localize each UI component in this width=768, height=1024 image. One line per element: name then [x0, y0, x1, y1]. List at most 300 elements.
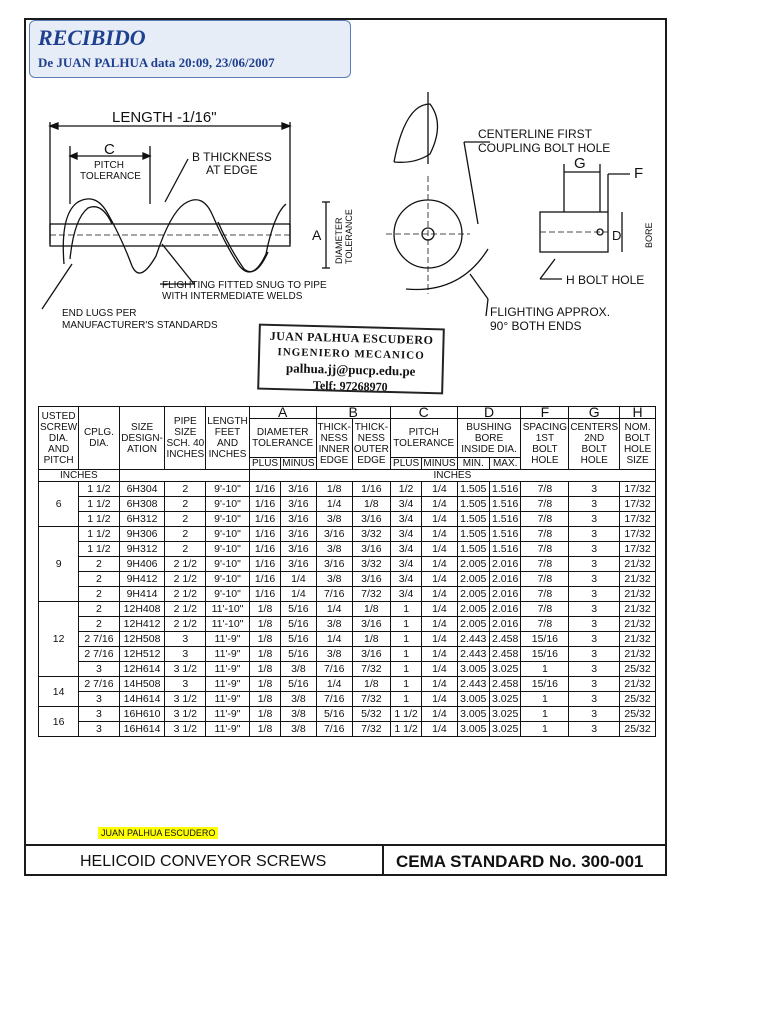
table-cell: 25/32	[620, 662, 656, 677]
table-cell: 3/8	[316, 647, 352, 662]
table-cell: 6H312	[119, 512, 165, 527]
units-inches-right: INCHES	[249, 470, 655, 482]
table-cell: 12H408	[119, 602, 165, 617]
table-cell: 14H508	[119, 677, 165, 692]
table-cell: 17/32	[620, 497, 656, 512]
table-cell: 3/8	[281, 662, 316, 677]
table-cell: 1 1/2	[79, 542, 119, 557]
table-cell: 1	[390, 647, 422, 662]
table-cell: 3/8	[281, 692, 316, 707]
table-cell: 3	[79, 707, 119, 722]
table-cell: 7/8	[521, 482, 569, 497]
table-cell: 1/4	[316, 677, 352, 692]
table-cell: 7/32	[352, 662, 390, 677]
table-cell: 12H508	[119, 632, 165, 647]
g-label: G	[574, 155, 586, 172]
table-row	[39, 632, 656, 647]
table-cell: 1 1/2	[390, 707, 422, 722]
table-cell: 7/16	[316, 662, 352, 677]
table-cell: 25/32	[620, 692, 656, 707]
table-cell: 7/8	[521, 617, 569, 632]
table-cell: 15/16	[521, 632, 569, 647]
table-cell: 2 7/16	[79, 677, 119, 692]
table-row	[39, 647, 656, 662]
table-cell: 15/16	[521, 677, 569, 692]
table-cell: 7/8	[521, 512, 569, 527]
table-cell: 5/16	[281, 632, 316, 647]
table-cell: 16H614	[119, 722, 165, 737]
table-cell: 21/32	[620, 632, 656, 647]
table-cell: 12H512	[119, 647, 165, 662]
table-cell: 1/4	[422, 497, 457, 512]
col-cplg: CPLG. DIA.	[79, 407, 119, 470]
table-cell: 1	[521, 722, 569, 737]
end-lugs-label-2: MANUFACTURER'S STANDARDS	[62, 320, 218, 331]
table-cell: 3	[569, 557, 620, 572]
table-cell: 9'-10"	[206, 527, 250, 542]
table-cell: 11'-10"	[206, 617, 250, 632]
col-nom-bolt: NOM. BOLT HOLE SIZE	[620, 419, 656, 470]
table-cell: 1/4	[316, 602, 352, 617]
table-cell: 2.016	[489, 557, 521, 572]
table-cell: 2.443	[457, 632, 489, 647]
h-bolt-hole-label: H BOLT HOLE	[566, 273, 645, 287]
table-row	[39, 692, 656, 707]
table-cell: 5/16	[316, 707, 352, 722]
table-cell: 1/8	[249, 602, 281, 617]
table-cell: 1	[390, 677, 422, 692]
table-cell: 2	[79, 572, 119, 587]
diameter-tolerance-label-1: DIAMETER	[334, 217, 344, 264]
table-cell: 3 1/2	[165, 722, 206, 737]
table-cell: 1/16	[249, 512, 281, 527]
table-row	[39, 602, 656, 617]
col-letter-b: B	[316, 407, 390, 419]
table-cell: 1/4	[422, 587, 457, 602]
table-cell: 3	[569, 677, 620, 692]
table-cell: 3 1/2	[165, 692, 206, 707]
table-cell: 1/8	[352, 602, 390, 617]
table-cell: 2.016	[489, 587, 521, 602]
table-cell: 1/8	[352, 497, 390, 512]
table-cell: 1/4	[422, 677, 457, 692]
engineer-phone: Telf: 97268970	[312, 378, 388, 394]
footer-title-block	[24, 844, 667, 876]
highlighted-name: JUAN PALHUA ESCUDERO	[98, 827, 218, 839]
table-cell: 1/4	[422, 722, 457, 737]
table-cell: 11'-9"	[206, 632, 250, 647]
table-cell: 25/32	[620, 707, 656, 722]
table-cell: 9H412	[119, 572, 165, 587]
centerline-label-2: COUPLING BOLT HOLE	[478, 141, 611, 155]
table-cell: 2 1/2	[165, 602, 206, 617]
table-cell: 1/4	[422, 542, 457, 557]
col-plus: PLUS	[249, 458, 281, 470]
table-cell: 1/4	[422, 662, 457, 677]
end-lugs-label-1: END LUGS PER	[62, 308, 137, 319]
table-cell: 3/8	[281, 722, 316, 737]
table-cell: 1.505	[457, 512, 489, 527]
col-diam-tol: DIAMETER TOLERANCE	[249, 419, 316, 458]
table-cell: 1/4	[281, 572, 316, 587]
table-cell: 7/8	[521, 587, 569, 602]
table-cell: 16H610	[119, 707, 165, 722]
table-cell: 3/16	[281, 542, 316, 557]
table-row	[39, 587, 656, 602]
col-size: SIZE DESIGN-ATION	[119, 407, 165, 470]
table-cell: 3/32	[352, 527, 390, 542]
table-cell: 9'-10"	[206, 497, 250, 512]
document-title: HELICOID CONVEYOR SCREWS	[80, 853, 327, 870]
table-cell: 1.516	[489, 527, 521, 542]
table-cell: 2.005	[457, 572, 489, 587]
col-centers: CENTERS 2ND BOLT HOLE	[569, 419, 620, 470]
col-bushing: BUSHING BORE INSIDE DIA.	[457, 419, 521, 458]
table-cell: 3.005	[457, 722, 489, 737]
table-cell: 21/32	[620, 617, 656, 632]
bore-label: BORE	[644, 222, 654, 248]
table-cell: 1/8	[249, 677, 281, 692]
table-cell: 3	[569, 602, 620, 617]
diameter-tolerance-label-2: TOLERANCE	[344, 209, 354, 264]
table-cell: 3.025	[489, 662, 521, 677]
table-cell: 3	[569, 707, 620, 722]
units-inches-left: INCHES	[39, 470, 120, 482]
specification-table	[38, 406, 656, 737]
table-cell: 21/32	[620, 677, 656, 692]
table-cell: 7/32	[352, 587, 390, 602]
a-label: A	[312, 227, 322, 243]
table-cell: 3/4	[390, 572, 422, 587]
table-cell: 3 1/2	[165, 662, 206, 677]
table-cell: 2	[79, 617, 119, 632]
table-cell: 2	[165, 482, 206, 497]
table-cell: 3	[569, 617, 620, 632]
table-cell: 2.005	[457, 557, 489, 572]
table-cell: 3/8	[316, 617, 352, 632]
table-cell: 3 1/2	[165, 707, 206, 722]
table-cell: 1/8	[352, 632, 390, 647]
table-cell: 7/8	[521, 572, 569, 587]
table-cell: 21/32	[620, 557, 656, 572]
engineer-name: JUAN PALHUA ESCUDERO	[269, 328, 434, 348]
table-cell: 3	[569, 632, 620, 647]
table-cell: 2	[165, 497, 206, 512]
table-row	[39, 677, 656, 692]
table-cell: 3.005	[457, 662, 489, 677]
table-cell: 11'-10"	[206, 602, 250, 617]
engineer-title: INGENIERO MECANICO	[277, 346, 425, 362]
table-cell: 3.005	[457, 692, 489, 707]
table-cell: 21/32	[620, 647, 656, 662]
b-thickness-label-2: AT EDGE	[206, 163, 258, 177]
table-cell: 3	[569, 482, 620, 497]
table-cell: 7/8	[521, 497, 569, 512]
table-cell: 1 1/2	[79, 482, 119, 497]
table-cell: 1/16	[249, 482, 281, 497]
table-cell: 3/8	[316, 512, 352, 527]
table-cell: 1/4	[422, 617, 457, 632]
table-cell: 3/8	[281, 707, 316, 722]
table-cell: 9H312	[119, 542, 165, 557]
col-length: LENGTH FEET AND INCHES	[206, 407, 250, 470]
table-cell: 1	[390, 602, 422, 617]
table-cell: 1/4	[422, 632, 457, 647]
table-cell: 5/16	[281, 602, 316, 617]
table-cell: 7/32	[352, 722, 390, 737]
table-cell: 7/16	[316, 722, 352, 737]
table-cell: 1.505	[457, 497, 489, 512]
table-cell: 9'-10"	[206, 557, 250, 572]
table-cell: 3/4	[390, 542, 422, 557]
pitch-tolerance-label-2: TOLERANCE	[80, 171, 141, 182]
table-row	[39, 542, 656, 557]
table-cell: 1/4	[281, 587, 316, 602]
received-title: RECIBIDO	[38, 25, 146, 50]
table-cell: 3	[79, 722, 119, 737]
centerline-label-1: CENTERLINE FIRST	[478, 127, 593, 141]
table-cell: 1/16	[352, 482, 390, 497]
c-label: C	[104, 141, 115, 158]
table-cell: 9H306	[119, 527, 165, 542]
table-cell: 7/8	[521, 542, 569, 557]
table-cell: 1.505	[457, 542, 489, 557]
table-cell: 1	[390, 617, 422, 632]
table-cell: 1/4	[422, 707, 457, 722]
col-letter-f: F	[521, 407, 569, 419]
table-cell: 1 1/2	[79, 512, 119, 527]
table-cell: 7/16	[316, 587, 352, 602]
table-cell: 3	[569, 497, 620, 512]
table-cell: 21/32	[620, 602, 656, 617]
table-cell: 25/32	[620, 722, 656, 737]
table-cell: 3/4	[390, 512, 422, 527]
table-cell: 1/4	[422, 482, 457, 497]
table-cell: 1/4	[422, 602, 457, 617]
table-cell: 1/8	[249, 647, 281, 662]
table-cell: 3	[165, 632, 206, 647]
table-cell: 3	[79, 692, 119, 707]
table-cell: 15/16	[521, 647, 569, 662]
table-cell: 1/8	[249, 662, 281, 677]
table-cell: 3/16	[352, 647, 390, 662]
screw-dia-cell: 16	[39, 707, 79, 737]
table-cell: 3/16	[352, 617, 390, 632]
col-letter-a: A	[249, 407, 316, 419]
table-row	[39, 482, 656, 497]
table-row	[39, 527, 656, 542]
table-cell: 1/16	[249, 542, 281, 557]
table-cell: 1/4	[422, 512, 457, 527]
table-cell: 1/8	[249, 632, 281, 647]
table-cell: 2.443	[457, 677, 489, 692]
table-cell: 3/16	[316, 527, 352, 542]
col-plus: PLUS	[390, 458, 422, 470]
table-cell: 3.025	[489, 722, 521, 737]
col-min: MIN.	[457, 458, 489, 470]
table-cell: 2	[79, 557, 119, 572]
table-cell: 3/16	[281, 527, 316, 542]
screw-dia-cell: 14	[39, 677, 79, 707]
table-cell: 1 1/2	[79, 527, 119, 542]
table-cell: 2.458	[489, 647, 521, 662]
table-cell: 2 7/16	[79, 647, 119, 662]
table-cell: 3/16	[352, 512, 390, 527]
table-cell: 1/4	[422, 572, 457, 587]
table-cell: 17/32	[620, 512, 656, 527]
table-cell: 5/16	[281, 617, 316, 632]
table-cell: 2 1/2	[165, 587, 206, 602]
table-cell: 2.005	[457, 617, 489, 632]
table-cell: 9'-10"	[206, 542, 250, 557]
table-cell: 7/8	[521, 527, 569, 542]
table-cell: 3.005	[457, 707, 489, 722]
table-cell: 2 1/2	[165, 572, 206, 587]
table-cell: 3/4	[390, 527, 422, 542]
table-cell: 11'-9"	[206, 677, 250, 692]
table-cell: 1.516	[489, 482, 521, 497]
table-cell: 1.516	[489, 542, 521, 557]
table-cell: 3/16	[352, 572, 390, 587]
table-cell: 5/16	[281, 647, 316, 662]
table-cell: 1/8	[352, 677, 390, 692]
table-cell: 3/4	[390, 557, 422, 572]
table-cell: 1	[390, 692, 422, 707]
received-stamp	[29, 20, 351, 78]
length-label: LENGTH -1/16"	[112, 109, 217, 126]
table-cell: 3/16	[316, 557, 352, 572]
table-cell: 1/16	[249, 527, 281, 542]
table-row	[39, 722, 656, 737]
table-cell: 11'-9"	[206, 707, 250, 722]
col-letter-g: G	[569, 407, 620, 419]
table-cell: 1	[521, 692, 569, 707]
table-cell: 2 1/2	[165, 557, 206, 572]
table-cell: 1	[390, 662, 422, 677]
table-cell: 5/16	[281, 677, 316, 692]
table-cell: 1/2	[390, 482, 422, 497]
standard-number: CEMA STANDARD No. 300-001	[396, 852, 644, 871]
table-cell: 1/16	[249, 497, 281, 512]
table-cell: 14H614	[119, 692, 165, 707]
table-cell: 1/16	[249, 587, 281, 602]
table-row	[39, 497, 656, 512]
table-cell: 9'-10"	[206, 572, 250, 587]
table-row	[39, 617, 656, 632]
table-cell: 1/4	[422, 692, 457, 707]
units-blank	[119, 470, 249, 482]
table-cell: 11'-9"	[206, 722, 250, 737]
table-cell: 1/16	[249, 557, 281, 572]
table-cell: 9'-10"	[206, 587, 250, 602]
flighting-fitted-label-1: FLIGHTING FITTED SNUG TO PIPE	[162, 280, 327, 291]
table-cell: 2 1/2	[165, 617, 206, 632]
table-cell: 7/32	[352, 692, 390, 707]
table-cell: 3	[569, 527, 620, 542]
table-cell: 5/32	[352, 707, 390, 722]
flighting-approx-label-2: 90° BOTH ENDS	[490, 319, 582, 333]
table-cell: 1/8	[249, 692, 281, 707]
table-cell: 7/8	[521, 602, 569, 617]
footer-divider	[382, 846, 384, 876]
table-cell: 1.516	[489, 512, 521, 527]
col-letter-d: D	[457, 407, 521, 419]
table-cell: 2 7/16	[79, 632, 119, 647]
table-cell: 2.443	[457, 647, 489, 662]
table-cell: 1 1/2	[390, 722, 422, 737]
table-cell: 1/4	[316, 632, 352, 647]
table-body	[39, 482, 656, 737]
table-cell: 2	[79, 587, 119, 602]
table-cell: 17/32	[620, 542, 656, 557]
col-screw: USTED SCREW DIA. AND PITCH	[39, 407, 79, 470]
table-cell: 1 1/2	[79, 497, 119, 512]
table-cell: 17/32	[620, 482, 656, 497]
table-cell: 3.025	[489, 692, 521, 707]
table-cell: 1/4	[422, 527, 457, 542]
table-cell: 1/8	[316, 482, 352, 497]
table-cell: 2.458	[489, 677, 521, 692]
col-letter-h: H	[620, 407, 656, 419]
table-cell: 3	[569, 512, 620, 527]
table-cell: 21/32	[620, 572, 656, 587]
f-label: F	[634, 165, 644, 182]
table-cell: 2.016	[489, 572, 521, 587]
table-cell: 3	[165, 677, 206, 692]
engineer-email: palhua.jj@pucp.edu.pe	[285, 360, 416, 379]
col-max: MAX.	[489, 458, 521, 470]
table-cell: 1/8	[249, 707, 281, 722]
table-cell: 9'-10"	[206, 512, 250, 527]
table-cell: 3/4	[390, 497, 422, 512]
table-cell: 3	[569, 722, 620, 737]
flighting-fitted-label-2: WITH INTERMEDIATE WELDS	[162, 291, 303, 302]
flighting-approx-label-1: FLIGHTING APPROX.	[490, 305, 611, 319]
table-cell: 9'-10"	[206, 482, 250, 497]
table-row	[39, 512, 656, 527]
table-cell: 3/8	[316, 572, 352, 587]
table-cell: 3	[79, 662, 119, 677]
table-row	[39, 707, 656, 722]
table-cell: 6H304	[119, 482, 165, 497]
table-cell: 2.458	[489, 632, 521, 647]
col-letter-c: C	[390, 407, 457, 419]
d-label: D	[612, 228, 622, 243]
table-cell: 3/16	[281, 482, 316, 497]
table-cell: 2.016	[489, 617, 521, 632]
table-cell: 7/16	[316, 692, 352, 707]
table-cell: 21/32	[620, 587, 656, 602]
table-cell: 12H412	[119, 617, 165, 632]
col-pipe: PIPE SIZE SCH. 40 INCHES	[165, 407, 206, 470]
table-cell: 3/16	[352, 542, 390, 557]
table-cell: 7/8	[521, 557, 569, 572]
table-cell: 1.505	[457, 482, 489, 497]
table-cell: 12H614	[119, 662, 165, 677]
screw-dia-cell: 12	[39, 602, 79, 677]
table-cell: 3	[165, 647, 206, 662]
screw-dia-cell: 6	[39, 482, 79, 527]
col-spacing: SPACING 1ST BOLT HOLE	[521, 419, 569, 470]
table-cell: 3/4	[390, 587, 422, 602]
table-cell: 3/32	[352, 557, 390, 572]
table-cell: 1/4	[422, 647, 457, 662]
pitch-tolerance-label-1: PITCH	[94, 160, 124, 171]
table-cell: 3	[569, 692, 620, 707]
table-cell: 2	[165, 512, 206, 527]
table-cell: 2	[165, 527, 206, 542]
col-minus: MINUS	[423, 458, 456, 469]
